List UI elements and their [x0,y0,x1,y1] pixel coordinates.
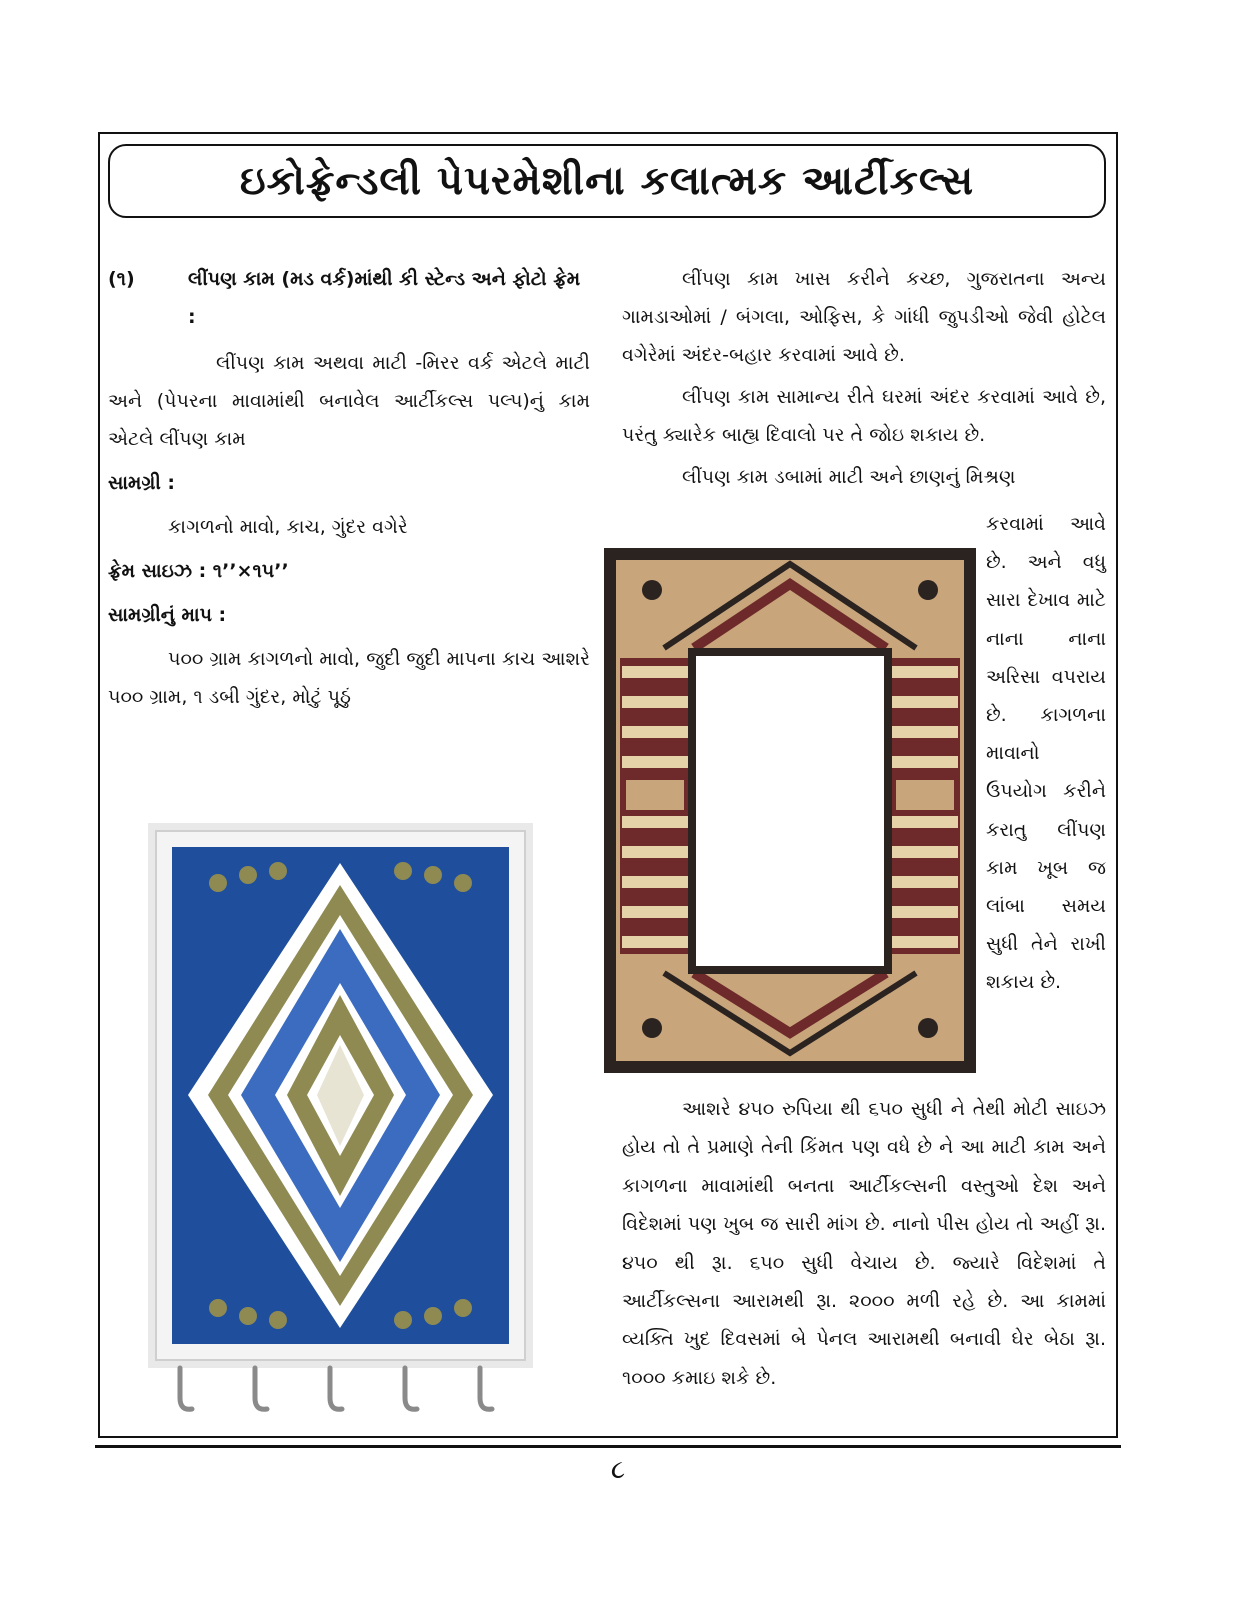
key-holder-image [148,823,533,1420]
paragraph-3-wrap: કરવામાં આવે છે. અને વધુ સારા દેખાવ માટે નાના નાના અરિસા વપરાય છે. કાગળના માવાનો ઉપયોગ કરીને કરાતુ લીંપણ કામ ખૂબ જ લાંબા સમય સુધી તેને રાખી શકાય છે. [986,513,1106,994]
section-number: (૧) [108,268,135,290]
materials-label: સામગ્રી : [108,472,175,494]
left-column [108,260,590,716]
frame-size: ફ્રેમ સાઇઝ : ૧’’×૧૫’’ [108,560,289,582]
right-column [622,260,1106,496]
paragraph-2: લીંપણ કામ સામાન્ય રીતે ઘરમાં અંદર કરવામાં આવે છે, પરંતુ ક્યારેક બાહ્ય દિવાલો પર તે જોઇ શકાય છે. [622,386,1106,446]
section-heading [108,260,590,336]
measure-label: સામગ્રીનું માપ : [108,604,227,626]
title-box [108,144,1106,218]
intro-paragraph: લીંપણ કામ અથવા માટી -મિરર વર્ક એટલે માટી અને (પેપરના માવામાંથી બનાવેલ આર્ટીકલ્સ પલ્પ)નું કામ એટલે લીંપણ કામ [108,352,590,450]
paragraph-4-text: આશરે ૪૫૦ રુપિયા થી ૬૫૦ સુધી ને તેથી મોટી સાઇઝ હોય તો તે પ્રમાણે તેની કિંમત પણ વધે છે ને આ માટી કામ અને કાગળના માવામાંથી બનતા આર્ટીકલ્સની વસ્તુઓ દેશ અને વિદેશમાં પણ ખુબ જ સારી માંગ છે. નાનો પીસ હોય તો અહીં રૂા. ૪૫૦ થી રૂા. ૬૫૦ સુધી વેચાય છે. જ્યારે વિદેશમાં તે આર્ટીકલ્સના આરામથી રૂા. ૨૦૦૦ મળી રહે છે. આ કામમાં વ્યક્તિ ખુદ દિવસમાં બે પેનલ આરામથી બનાવી ઘેર બેઠા રૂા. ૧૦૦૦ કમાઇ શકે છે. [622,1098,1106,1389]
paragraph-3-start: લીંપણ કામ ડબામાં માટી અને છાણનું મિશ્રણ [682,466,1016,488]
materials-text: કાગળનો માવો, કાચ, ગુંદર વગેરે [168,516,408,538]
page-title: ઇકોફ્રેન્ડલી પેપરમેશીના કલાત્મક આર્ટીકલ્સ [239,158,975,204]
paragraph-1: લીંપણ કામ ખાસ કરીને કચ્છ, ગુજરાતના અન્ય ગામડાઓમાં / બંગલા, ઓફિસ, કે ગાંધી જુપડીઓ જેવી હોટેલ વગેરેમાં અંદર-બહાર કરવામાં આવે છે. [622,268,1106,366]
measure-text: ૫૦૦ ગ્રામ કાગળનો માવો, જુદી જુદી માપના કાચ આશરે ૫૦૦ ગ્રામ, ૧ ડબી ગુંદર, મોટું પૂઠું [108,648,590,708]
section-heading-text: લીંપણ કામ (મડ વર્ક)માંથી કી સ્ટેન્ડ અને ફોટો ફ્રેમ : [188,268,581,328]
paragraph-4 [622,1090,1106,1397]
bottom-rule [95,1445,1121,1448]
page-number: ૮ [610,1455,626,1485]
mirror-frame-image [604,548,976,1073]
